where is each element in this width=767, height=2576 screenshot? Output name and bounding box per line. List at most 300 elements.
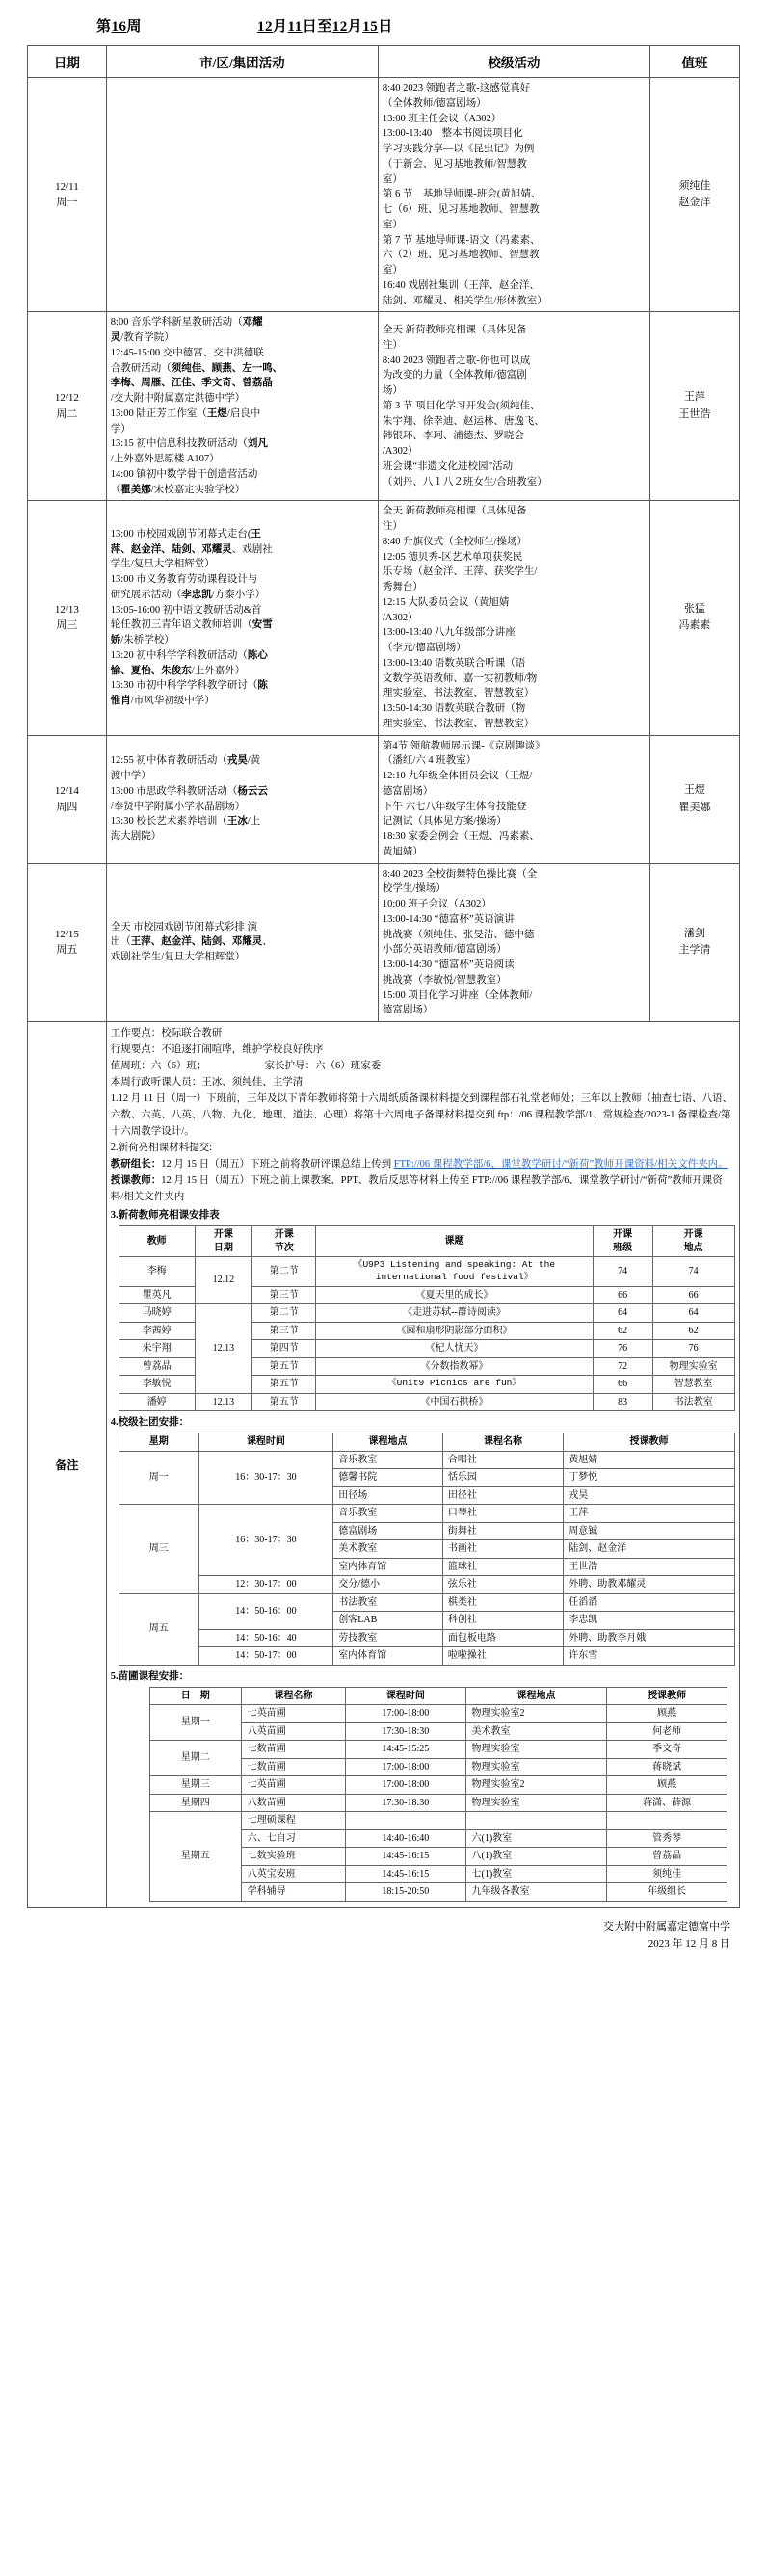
club-schedule-table <box>119 1433 735 1666</box>
activity-line: 8:40 2023 领跑者之歌-你也可以成 <box>382 355 531 366</box>
cell-school-activities <box>378 501 649 735</box>
activity-line: 朱宇翔、徐幸迪、赵运林、唐逸飞、 <box>382 415 544 427</box>
club-teacher: 王世浩 <box>564 1558 735 1576</box>
xinhe-place: 66 <box>652 1286 734 1304</box>
table-row <box>28 312 740 501</box>
club-teacher: 王萍 <box>564 1505 735 1523</box>
miaopu-course: 七英苗圃 <box>241 1705 345 1723</box>
club-day: 周三 <box>119 1505 198 1594</box>
range-unit-1: 日至 <box>302 19 332 35</box>
duty-person: 王萍 <box>683 391 705 404</box>
remark-item-4-title: 4.校级社团安排： <box>110 1417 190 1429</box>
document-footer <box>27 1908 740 1958</box>
weekday-value: 周三 <box>56 619 78 632</box>
cell-duty <box>649 312 739 501</box>
xinhe-place: 智慧教室 <box>652 1376 734 1394</box>
club-col-header-2: 课程地点 <box>333 1433 443 1452</box>
xinhe-class: 72 <box>593 1357 652 1376</box>
activity-line: /奉贤中学附属小学水晶剧场） <box>110 801 246 812</box>
remarks-content <box>106 1022 739 1908</box>
miaopu-row <box>149 1741 727 1759</box>
club-row <box>119 1451 734 1469</box>
xinhe-period: 第五节 <box>252 1357 316 1376</box>
miaopu-course: 七数苗圃 <box>241 1758 345 1776</box>
weekly-schedule-table <box>27 45 740 1908</box>
activity-line: 13:00 市思政学科教研活动（杨云云 <box>110 785 268 797</box>
activity-line: 理实验室、书法教室、智慧教室） <box>382 688 535 699</box>
club-place: 室内体育馆 <box>333 1558 443 1576</box>
club-place: 德馨书院 <box>333 1469 443 1487</box>
club-header-row <box>119 1433 734 1452</box>
activity-line: 13:05-16:00 初中语文教研活动&首 <box>110 604 262 616</box>
club-time: 12：30-17：00 <box>198 1576 333 1594</box>
club-name: 街舞社 <box>442 1522 563 1540</box>
range-unit-2: 月 <box>347 19 363 35</box>
xinhe-period: 第二节 <box>252 1304 316 1323</box>
activity-line: 第4节 领航教师展示课-《京剧趣谈》 <box>382 740 545 751</box>
activity-line: 挑战赛（李敏悦/智慧教室） <box>382 974 507 986</box>
miaopu-place: 美术教室 <box>465 1722 607 1741</box>
club-name: 口琴社 <box>442 1505 563 1523</box>
remarks-label: 备注 <box>28 1022 107 1908</box>
miaopu-time: 14:40-16:40 <box>346 1829 465 1848</box>
miaopu-day: 星期二 <box>149 1741 241 1776</box>
cell-duty <box>649 735 739 863</box>
miaopu-course: 七理硕课程 <box>241 1812 345 1830</box>
club-teacher: 丁梦悦 <box>564 1469 735 1487</box>
remark-item-2-title: 2.新荷亮相课材料提交: <box>110 1143 213 1153</box>
remark-item-5-title: 5.苗圃课程安排： <box>110 1670 190 1682</box>
xinhe-col-header-0: 教师 <box>119 1226 195 1257</box>
miaopu-day: 星期三 <box>149 1776 241 1795</box>
xinhe-class: 76 <box>593 1340 652 1358</box>
activity-line: 下午 六七八年级学生体育技能登 <box>382 801 527 812</box>
miaopu-course-table <box>149 1687 727 1902</box>
range-unit-3: 日 <box>378 19 393 35</box>
miaopu-teacher: 须纯佳 <box>607 1865 727 1883</box>
weekly-schedule-body <box>28 78 740 1022</box>
miaopu-time: 17:30-18:30 <box>346 1722 465 1741</box>
activity-line: （刘丹、八１八２班女生/合班教室） <box>382 476 547 487</box>
club-time: 14：50-17：00 <box>198 1647 333 1666</box>
xinhe-col-header-4: 开课 班级 <box>593 1226 652 1257</box>
remark-item-3-title: 3.新荷教师亮相课安排表 <box>110 1210 220 1221</box>
activity-line: /A302） <box>382 446 418 458</box>
xinhe-teacher: 潘婷 <box>119 1393 195 1411</box>
club-name: 恬乐园 <box>442 1469 563 1487</box>
cell-school-activities <box>378 863 649 1022</box>
activity-line: 记测试（具体见方案/操场） <box>382 816 507 828</box>
remark-duty-class: 值周班：六（6）班； 家长护导：六（6）班家委 <box>110 1061 382 1071</box>
club-name: 弦乐社 <box>442 1576 563 1594</box>
activity-line: 全天 市校园戏剧节闭幕式彩排 演 <box>110 921 258 933</box>
club-day: 周一 <box>119 1451 198 1505</box>
activity-line: 为改变的力量（全体教师/德富剧 <box>382 370 527 381</box>
xinhe-col-header-2: 开课 节次 <box>252 1226 316 1257</box>
activity-line: 海大剧院） <box>110 831 162 842</box>
xinhe-teacher: 朱宇翔 <box>119 1340 195 1358</box>
xinhe-place: 62 <box>652 1322 734 1340</box>
xinhe-col-header-5: 开课 地点 <box>652 1226 734 1257</box>
cell-city-activities <box>106 78 378 312</box>
club-col-header-1: 课程时间 <box>198 1433 333 1452</box>
miaopu-time: 18:15-20:50 <box>346 1883 465 1902</box>
cell-date <box>28 78 107 312</box>
xinhe-period: 第三节 <box>252 1286 316 1304</box>
xinhe-teacher: 李梅 <box>119 1257 195 1287</box>
miaopu-place: 物理实验室 <box>465 1794 607 1812</box>
miaopu-time <box>346 1812 465 1830</box>
club-place: 室内体育馆 <box>333 1647 443 1666</box>
activity-line: 李梅、周雁、江佳、季文奇、曾荔晶 <box>110 378 273 389</box>
activity-line: 全天 新荷教师亮相课（具体见备 <box>382 506 527 517</box>
cell-school-activities <box>378 78 649 312</box>
club-place: 音乐教室 <box>333 1505 443 1523</box>
duty-person: 王煜 <box>683 783 705 796</box>
range-day-end: 15 <box>362 19 379 35</box>
cell-city-activities <box>106 501 378 735</box>
miaopu-place: 物理实验室2 <box>465 1776 607 1795</box>
date-value: 12/13 <box>54 603 79 616</box>
activity-line: 灵/教育学院） <box>110 332 174 343</box>
activity-line: 娇/朱桥学校） <box>110 635 174 646</box>
date-range-label <box>257 15 393 36</box>
club-name: 篮球社 <box>442 1558 563 1576</box>
activity-line: 轮任教初三青年语文教师培训（安雪 <box>110 619 273 631</box>
duty-person: 王世浩 <box>678 407 711 420</box>
activity-line: 班会课“非遗文化进校园”活动 <box>382 460 514 472</box>
miaopu-course: 七数实验班 <box>241 1848 345 1866</box>
activity-line: 14:00 镇初中数学骨干创造营活动 <box>110 468 258 480</box>
weekday-value: 周一 <box>56 197 78 209</box>
xinhe-topic: 《分数指数幂》 <box>316 1357 594 1376</box>
activity-line: 戏剧社学生/复旦大学相辉堂） <box>110 952 246 963</box>
activity-line: 德富剧场） <box>382 1005 434 1016</box>
miaopu-teacher: 曾荔晶 <box>607 1848 727 1866</box>
activity-line: （瞿美娜/宋校嘉定实验学校） <box>110 484 246 495</box>
activity-line: 注） <box>382 339 403 351</box>
xinhe-place: 76 <box>652 1340 734 1358</box>
remark-admin-listeners: 本周行政听课人员：王冰、须纯佳、主学清 <box>110 1077 304 1088</box>
miaopu-course: 学科辅导 <box>241 1883 345 1902</box>
miaopu-place: 九年级各教室 <box>465 1883 607 1902</box>
miaopu-course: 七数苗圃 <box>241 1741 345 1759</box>
miaopu-place: 八(1)教室 <box>465 1848 607 1866</box>
club-place: 书法教室 <box>333 1593 443 1612</box>
xinhe-teacher: 马晓婷 <box>119 1304 195 1323</box>
club-name: 啦啦操社 <box>442 1647 563 1666</box>
activity-line: 合教研活动（须纯佳、顾燕、左一鸣、 <box>110 362 283 374</box>
miaopu-place <box>465 1812 607 1830</box>
activity-line: 第 3 节 项目化学习开发会(须纯佳、 <box>382 400 541 411</box>
cell-date <box>28 863 107 1022</box>
ftp-link[interactable]: FTP://06 课程教学部/6、课堂教学研讨/“新荷”教师开课资料/相关文件夹内。 <box>393 1159 728 1170</box>
club-place: 德富剧场 <box>333 1522 443 1540</box>
club-teacher: 戎昊 <box>564 1486 735 1505</box>
miaopu-teacher <box>607 1812 727 1830</box>
remark-item-1: 1.12 月 11 日（周一）下班前，三年及以下青年教师将第十六周纸质备课材料提交到课程部石礼堂老师处；三年以上教师（抽查七语、八语、六数、六英、八英、八物、九化、地理、道法、心理）将第十六周电子备课材料提交到 ftp：/06 课程教学部/1、常规检查/2023-1 备课检查/第十六周教学设计/。 <box>110 1093 733 1137</box>
activity-line: 第 7 节 基地导师课-语文（冯素素、 <box>382 234 541 246</box>
week-number: 16 <box>111 19 127 35</box>
club-day: 周五 <box>119 1593 198 1665</box>
club-time: 14：50-16：40 <box>198 1629 333 1647</box>
activity-line: 室） <box>382 265 403 276</box>
activity-line: 秀舞台） <box>382 582 423 592</box>
cell-duty <box>649 501 739 735</box>
miaopu-teacher: 顾燕 <box>607 1705 727 1723</box>
duty-person: 赵金洋 <box>678 197 711 209</box>
club-name: 面包板电路 <box>442 1629 563 1647</box>
activity-line: 惟肖/市风华初级中学） <box>110 696 215 707</box>
activity-line: 13:20 初中科学学科教研活动（陈心 <box>110 649 268 661</box>
club-place: 音乐教室 <box>333 1451 443 1469</box>
activity-line: 18:30 家委会例会（王煜、冯素素、 <box>382 831 540 842</box>
xinhe-period: 第五节 <box>252 1393 316 1411</box>
xinhe-col-header-1: 开课 日期 <box>195 1226 252 1257</box>
xinhe-header-row <box>119 1226 734 1257</box>
activity-line: 13:50-14:30 语数英联合教研（物 <box>382 703 526 714</box>
remarks-row <box>28 1022 740 1908</box>
club-teacher: 周意铖 <box>564 1522 735 1540</box>
miaopu-place: 六(1)教室 <box>465 1829 607 1848</box>
activity-line: 13:00 市校园戏剧节闭幕式走台(王 <box>110 528 261 539</box>
table-row <box>28 78 740 312</box>
activity-line: 8:40 2023 全校街舞特色操比赛（全 <box>382 868 538 880</box>
miaopu-course: 六、七自习 <box>241 1829 345 1848</box>
miaopu-row <box>149 1794 727 1812</box>
club-time: 16：30-17：30 <box>198 1505 333 1576</box>
miaopu-day: 星期一 <box>149 1705 241 1741</box>
duty-person: 须纯佳 <box>678 179 711 192</box>
activity-line: 全天 新荷教师亮相课（具体见备 <box>382 325 527 336</box>
activity-line: 12:05 德贝秀-区艺术单项获奖民 <box>382 551 523 563</box>
miaopu-row <box>149 1812 727 1830</box>
activity-line: 8:40 2023 领跑者之歌-这感觉真好 <box>382 83 531 93</box>
activity-line: 13:15 初中信息科技教研活动（刘凡 <box>110 438 268 450</box>
club-row <box>119 1593 734 1612</box>
col-header-date: 日期 <box>28 46 107 78</box>
xinhe-period: 第三节 <box>252 1322 316 1340</box>
xinhe-class: 62 <box>593 1322 652 1340</box>
miaopu-time: 14:45-15:25 <box>346 1741 465 1759</box>
activity-line: 校学生/操场） <box>382 883 446 895</box>
activity-line: 12:45-15:00 交中德富、交中洪德联 <box>110 347 264 358</box>
club-place: 田径场 <box>333 1486 443 1505</box>
club-row <box>119 1629 734 1647</box>
xinhe-col-header-3: 课题 <box>316 1226 594 1257</box>
activity-line: 挑战赛（须纯佳、张旻洁、德中德 <box>382 929 535 940</box>
weekday-value: 周四 <box>56 801 78 813</box>
club-row <box>119 1505 734 1523</box>
activity-line: 室） <box>382 173 403 185</box>
activity-line: 渡中学） <box>110 771 151 781</box>
activity-line: （李元/德富剧场） <box>382 643 466 653</box>
miaopu-place: 物理实验室 <box>465 1741 607 1759</box>
cell-date <box>28 501 107 735</box>
miaopu-col-header-4: 授课教师 <box>607 1687 727 1705</box>
activity-line: 16:40 戏剧社集训（王萍、赵金洋、 <box>382 279 540 291</box>
xinhe-place: 书法教室 <box>652 1393 734 1411</box>
xinhe-row <box>119 1393 734 1411</box>
miaopu-teacher: 何老师 <box>607 1722 727 1741</box>
cell-city-activities <box>106 863 378 1022</box>
miaopu-day: 星期四 <box>149 1794 241 1812</box>
miaopu-time: 17:00-18:00 <box>346 1758 465 1776</box>
duty-person: 瞿美娜 <box>678 801 711 813</box>
activity-line: 12:55 初中体育教研活动（戎昊/黄 <box>110 755 261 767</box>
club-place: 交分/德小 <box>333 1576 443 1594</box>
activity-line: /A302） <box>382 612 418 623</box>
activity-line: 12:15 大队委员会议（黄旭婧 <box>382 596 510 608</box>
weekday-value: 周二 <box>56 407 78 420</box>
cell-school-activities <box>378 735 649 863</box>
activity-line: 13:00-14:30 “德富杯”英语阅读 <box>382 959 515 970</box>
remark-work-point: 工作要点：校际联合教研 <box>110 1028 223 1038</box>
date-value: 12/15 <box>54 928 79 940</box>
xinhe-topic: 《U9P3 Listening and speaking: At the international food festival》 <box>316 1257 594 1287</box>
miaopu-course: 八英苗圃 <box>241 1722 345 1741</box>
activity-line: 13:30 校长艺术素养培训（王冰/上 <box>110 816 261 828</box>
activity-line: 陆剑、邓耀灵、相关学生/形体教室） <box>382 295 547 306</box>
xinhe-teacher: 曾荔晶 <box>119 1357 195 1376</box>
activity-line: （全体教师/德富剧场） <box>382 97 487 109</box>
table-row <box>28 735 740 863</box>
remark-item-2-teacher: 授课教师：12 月 15 日（周五）下班之前上课教案、PPT、教后反思等材料上传至 FTP://06 课程教学部/6、课堂教学研讨/“新荷”教师开课资料/相关文件夹内 <box>110 1175 723 1202</box>
miaopu-place: 物理实验室 <box>465 1758 607 1776</box>
activity-line: 六（2）班、见习基地教师、智慧教 <box>382 250 540 261</box>
xinhe-class: 74 <box>593 1257 652 1287</box>
xinhe-place: 74 <box>652 1257 734 1287</box>
week-label <box>96 15 142 36</box>
miaopu-course: 七英苗圃 <box>241 1776 345 1795</box>
activity-line: （潘红/六 4 班教室） <box>382 755 477 767</box>
cell-duty <box>649 863 739 1022</box>
xinhe-class: 83 <box>593 1393 652 1411</box>
activity-line: （于新会、见习基地教师/智慧教 <box>382 158 527 170</box>
club-name: 合唱社 <box>442 1451 563 1469</box>
xinhe-topic: 《圆和扇形阴影部分面积》 <box>316 1322 594 1340</box>
activity-line: 文数学英语教师、嘉一实初教师/物 <box>382 672 538 684</box>
activity-line: 15:00 项目化学习讲座（全体教师/ <box>382 989 533 1001</box>
duty-person: 张猛 <box>683 602 705 615</box>
activity-line: /交大附中附属嘉定洪德中学） <box>110 393 246 404</box>
xinhe-course-table <box>119 1225 735 1411</box>
cell-city-activities <box>106 735 378 863</box>
xinhe-period: 第五节 <box>252 1376 316 1394</box>
activity-line: 场） <box>382 385 403 397</box>
miaopu-col-header-0: 日 期 <box>149 1687 241 1705</box>
club-place: 美术教室 <box>333 1540 443 1559</box>
activity-line: 13:00-14:30 “德富杯”英语演讲 <box>382 913 515 925</box>
xinhe-teacher: 李茜婷 <box>119 1322 195 1340</box>
cell-city-activities <box>106 312 378 501</box>
club-time: 14：50-16：00 <box>198 1593 333 1629</box>
activity-line: 七（6）班、见习基地教师、智慧教 <box>382 204 540 215</box>
duty-person: 主学清 <box>678 944 711 957</box>
activity-line: /上外嘉外思原楼 A107） <box>110 454 220 464</box>
club-teacher: 任滔滔 <box>564 1593 735 1612</box>
club-row <box>119 1576 734 1594</box>
xinhe-place: 物理实验室 <box>652 1357 734 1376</box>
club-teacher: 外聘、助教邓耀灵 <box>564 1576 735 1594</box>
remark-conduct-point: 行规要点：不追逐打闹喧哗，维护学校良好秩序 <box>110 1044 324 1055</box>
xinhe-period: 第四节 <box>252 1340 316 1358</box>
date-value: 12/12 <box>54 392 79 405</box>
club-name: 棋类社 <box>442 1593 563 1612</box>
xinhe-topic: 《杞人忧天》 <box>316 1340 594 1358</box>
activity-line: 理实验室、书法教室、智慧教室） <box>382 718 535 729</box>
miaopu-day: 星期五 <box>149 1812 241 1902</box>
miaopu-col-header-2: 课程时间 <box>346 1687 465 1705</box>
cell-date <box>28 735 107 863</box>
range-unit-0: 月 <box>273 19 288 35</box>
xinhe-period: 第二节 <box>252 1257 316 1287</box>
activity-line: 8:00 音乐学科新星教研活动（邓耀 <box>110 317 263 329</box>
club-place: 劳技教室 <box>333 1629 443 1647</box>
xinhe-date: 12.12 <box>195 1257 252 1304</box>
activity-line: 8:40 升旗仪式（全校师生/操场） <box>382 536 528 547</box>
club-name: 田径社 <box>442 1486 563 1505</box>
activity-line: 学习实践分享—以《昆虫记》为例 <box>382 144 535 154</box>
remarks-body <box>28 1022 740 1908</box>
range-month-start: 12 <box>257 19 274 35</box>
miaopu-time: 17:30-18:30 <box>346 1794 465 1812</box>
footer-school-name: 交大附中附属嘉定德富中学 <box>603 1920 730 1932</box>
xinhe-row <box>119 1304 734 1323</box>
miaopu-teacher: 蒋潇、薛源 <box>607 1794 727 1812</box>
cell-school-activities <box>378 312 649 501</box>
miaopu-row <box>149 1776 727 1795</box>
activity-line: 13:00-13:40 八九年级部分讲座 <box>382 627 516 639</box>
club-teacher: 外聘、助教李月娥 <box>564 1629 735 1647</box>
miaopu-course: 八数苗圃 <box>241 1794 345 1812</box>
xinhe-teacher: 李敏悦 <box>119 1376 195 1394</box>
miaopu-time: 17:00-18:00 <box>346 1776 465 1795</box>
activity-line: 出（王萍、赵金洋、陆剑、邓耀灵、 <box>110 936 273 948</box>
activity-line: 13:00-13:40 语数英联合听课（语 <box>382 657 526 669</box>
xinhe-topic: 《中国石拱桥》 <box>316 1393 594 1411</box>
col-header-city: 市/区/集团活动 <box>106 46 378 78</box>
miaopu-row <box>149 1705 727 1723</box>
col-header-duty: 值班 <box>649 46 739 78</box>
miaopu-teacher: 季文奇 <box>607 1741 727 1759</box>
miaopu-teacher: 年级组长 <box>607 1883 727 1902</box>
table-row <box>28 863 740 1022</box>
miaopu-col-header-1: 课程名称 <box>241 1687 345 1705</box>
miaopu-col-header-3: 课程地点 <box>465 1687 607 1705</box>
miaopu-teacher: 顾燕 <box>607 1776 727 1795</box>
activity-line: 愉、夏怡、朱俊东/上外嘉外） <box>110 665 246 676</box>
activity-line: 萍、赵金洋、陆剑、邓耀灵、戏剧社 <box>110 543 273 555</box>
xinhe-class: 66 <box>593 1286 652 1304</box>
range-day-start: 11 <box>287 19 303 35</box>
activity-line: 10:00 班子会议（A302） <box>382 899 491 909</box>
activity-line: 黄旭婧） <box>382 846 423 857</box>
activity-line: 德富剧场） <box>382 785 434 797</box>
club-teacher: 许东雪 <box>564 1647 735 1666</box>
activity-line: 韩银环、李珂、浦德杰、罗晓会 <box>382 431 524 442</box>
xinhe-place: 64 <box>652 1304 734 1323</box>
week-prefix: 第 <box>96 19 112 35</box>
club-time: 16：30-17：30 <box>198 1451 333 1505</box>
xinhe-topic: 《走进苏轼--群诗阅读》 <box>316 1304 594 1323</box>
miaopu-teacher: 蒋晓斌 <box>607 1758 727 1776</box>
cell-date <box>28 312 107 501</box>
miaopu-place: 物理实验室2 <box>465 1705 607 1723</box>
club-col-header-0: 星期 <box>119 1433 198 1452</box>
miaopu-time: 14:45-16:15 <box>346 1848 465 1866</box>
range-month-end: 12 <box>331 19 348 35</box>
